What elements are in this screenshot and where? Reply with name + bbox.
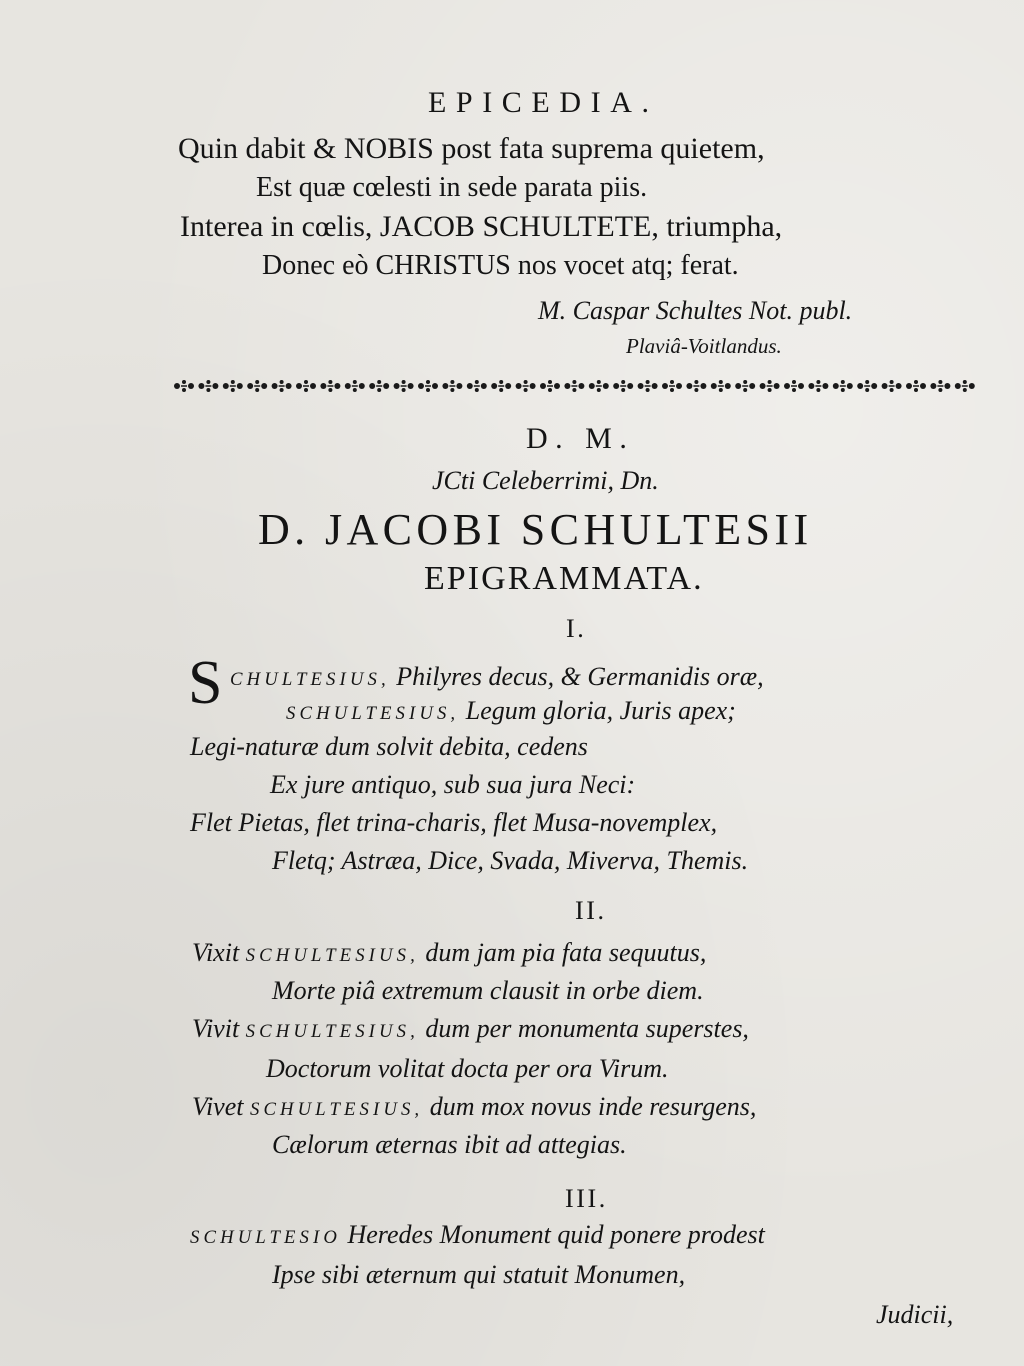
drop-cap: S <box>188 649 223 717</box>
epicedium-line-4: Donec eò CHRISTUS nos vocet atq; ferat. <box>262 250 739 281</box>
line-text: dum mox novus inde resurgens, <box>423 1092 757 1121</box>
ornament-unit-icon <box>369 380 389 392</box>
poem-number-2: II. <box>575 896 607 925</box>
poem3-line-1 <box>190 1222 765 1248</box>
poem1-line-3: Legi-naturæ dum solvit debita, cedens <box>190 732 588 761</box>
line-prefix: Vivet <box>192 1092 250 1121</box>
section-subtitle: EPIGRAMMATA. <box>424 560 704 597</box>
ornament-unit-icon <box>174 380 194 392</box>
poem-number-1: I. <box>566 614 587 643</box>
ornament-unit-icon <box>467 380 487 392</box>
ornament-unit-icon <box>760 380 780 392</box>
poem1-line-2 <box>286 698 736 724</box>
ornament-unit-icon <box>882 380 902 392</box>
poem3-line-2: Ipse sibi æternum qui statuit Monumen, <box>272 1260 686 1289</box>
ornament-unit-icon <box>906 380 926 392</box>
signature-name: M. Caspar Schultes Not. publ. <box>538 296 853 325</box>
poem-number-3: III. <box>565 1184 608 1213</box>
small-caps-name: CHULTESIUS, <box>230 669 390 690</box>
ornament-unit-icon <box>272 380 292 392</box>
small-caps-name: SCHULTESIUS, <box>245 945 419 966</box>
line-text: Legum gloria, Juris apex; <box>459 696 736 725</box>
signature-place: Plaviâ-Voitlandus. <box>626 334 782 358</box>
ornament-unit-icon <box>686 380 706 392</box>
small-caps-name: SCHULTESIO <box>190 1227 341 1248</box>
ornament-unit-icon <box>516 380 536 392</box>
epicedium-line-3: Interea in cœlis, JACOB SCHULTETE, triumpha, <box>180 210 783 243</box>
ornament-unit-icon <box>857 380 877 392</box>
ornament-divider-icon <box>172 378 978 394</box>
ornament-unit-icon <box>394 380 414 392</box>
poem2-line-1 <box>192 940 706 966</box>
small-caps-name: SCHULTESIUS, <box>245 1021 419 1042</box>
ornament-unit-icon <box>296 380 316 392</box>
running-header: EPICEDIA. <box>428 86 659 119</box>
small-caps-name: SCHULTESIUS, <box>249 1099 424 1120</box>
dedication-dm: D. M. <box>526 422 635 455</box>
ornament-unit-icon <box>613 380 633 392</box>
ornament-unit-icon <box>784 380 804 392</box>
catchword: Judicii, <box>876 1300 954 1329</box>
poem1-line-4: Ex jure antiquo, sub sua jura Neci: <box>270 770 636 799</box>
epicedium-line-2: Est quæ cœlesti in sede parata piis. <box>256 172 648 203</box>
line-prefix: Vixit <box>192 938 246 967</box>
poem2-line-6: Cælorum æternas ibit ad attegias. <box>272 1130 627 1159</box>
ornament-unit-icon <box>955 380 975 392</box>
epicedium-line-1: Quin dabit & NOBIS post fata suprema quietem, <box>178 132 765 165</box>
ornament-unit-icon <box>320 380 340 392</box>
poem2-line-5 <box>192 1094 756 1120</box>
ornament-unit-icon <box>808 380 828 392</box>
poem2-line-4: Doctorum volitat docta per ora Virum. <box>266 1054 669 1083</box>
ornament-unit-icon <box>442 380 462 392</box>
poem1-line-5: Flet Pietas, flet trina-charis, flet Musa-novemplex, <box>190 808 718 837</box>
dedication-jcti: JCti Celeberrimi, Dn. <box>432 466 659 495</box>
ornament-unit-icon <box>638 380 658 392</box>
line-text: Philyres decus, & Germanidis oræ, <box>389 662 764 691</box>
ornament-unit-icon <box>540 380 560 392</box>
line-prefix: Vivit <box>192 1014 246 1043</box>
poem2-line-3 <box>192 1016 749 1042</box>
small-caps-name: SCHULTESIUS, <box>286 703 460 724</box>
ornament-unit-icon <box>198 380 218 392</box>
ornament-unit-icon <box>711 380 731 392</box>
line-text: Heredes Monument quid ponere prodest <box>340 1220 765 1249</box>
main-title: D. JACOBI SCHULTESII <box>258 505 813 554</box>
ornament-unit-icon <box>564 380 584 392</box>
ornament-unit-icon <box>247 380 267 392</box>
ornament-unit-icon <box>223 380 243 392</box>
ornament-unit-icon <box>662 380 682 392</box>
ornament-unit-icon <box>833 380 853 392</box>
ornament-unit-icon <box>418 380 438 392</box>
ornament-unit-icon <box>735 380 755 392</box>
poem1-line-6: Fletq; Astræa, Dice, Svada, Miverva, Themis. <box>272 846 749 875</box>
ornament-unit-icon <box>589 380 609 392</box>
ornament-unit-icon <box>345 380 365 392</box>
ornament-unit-icon <box>930 380 950 392</box>
poem2-line-2: Morte piâ extremum clausit in orbe diem. <box>272 976 704 1005</box>
poem1-line-1 <box>230 664 764 690</box>
line-text: dum jam pia fata sequutus, <box>418 938 707 967</box>
ornament-unit-icon <box>491 380 511 392</box>
line-text: dum per monumenta superstes, <box>418 1014 749 1043</box>
